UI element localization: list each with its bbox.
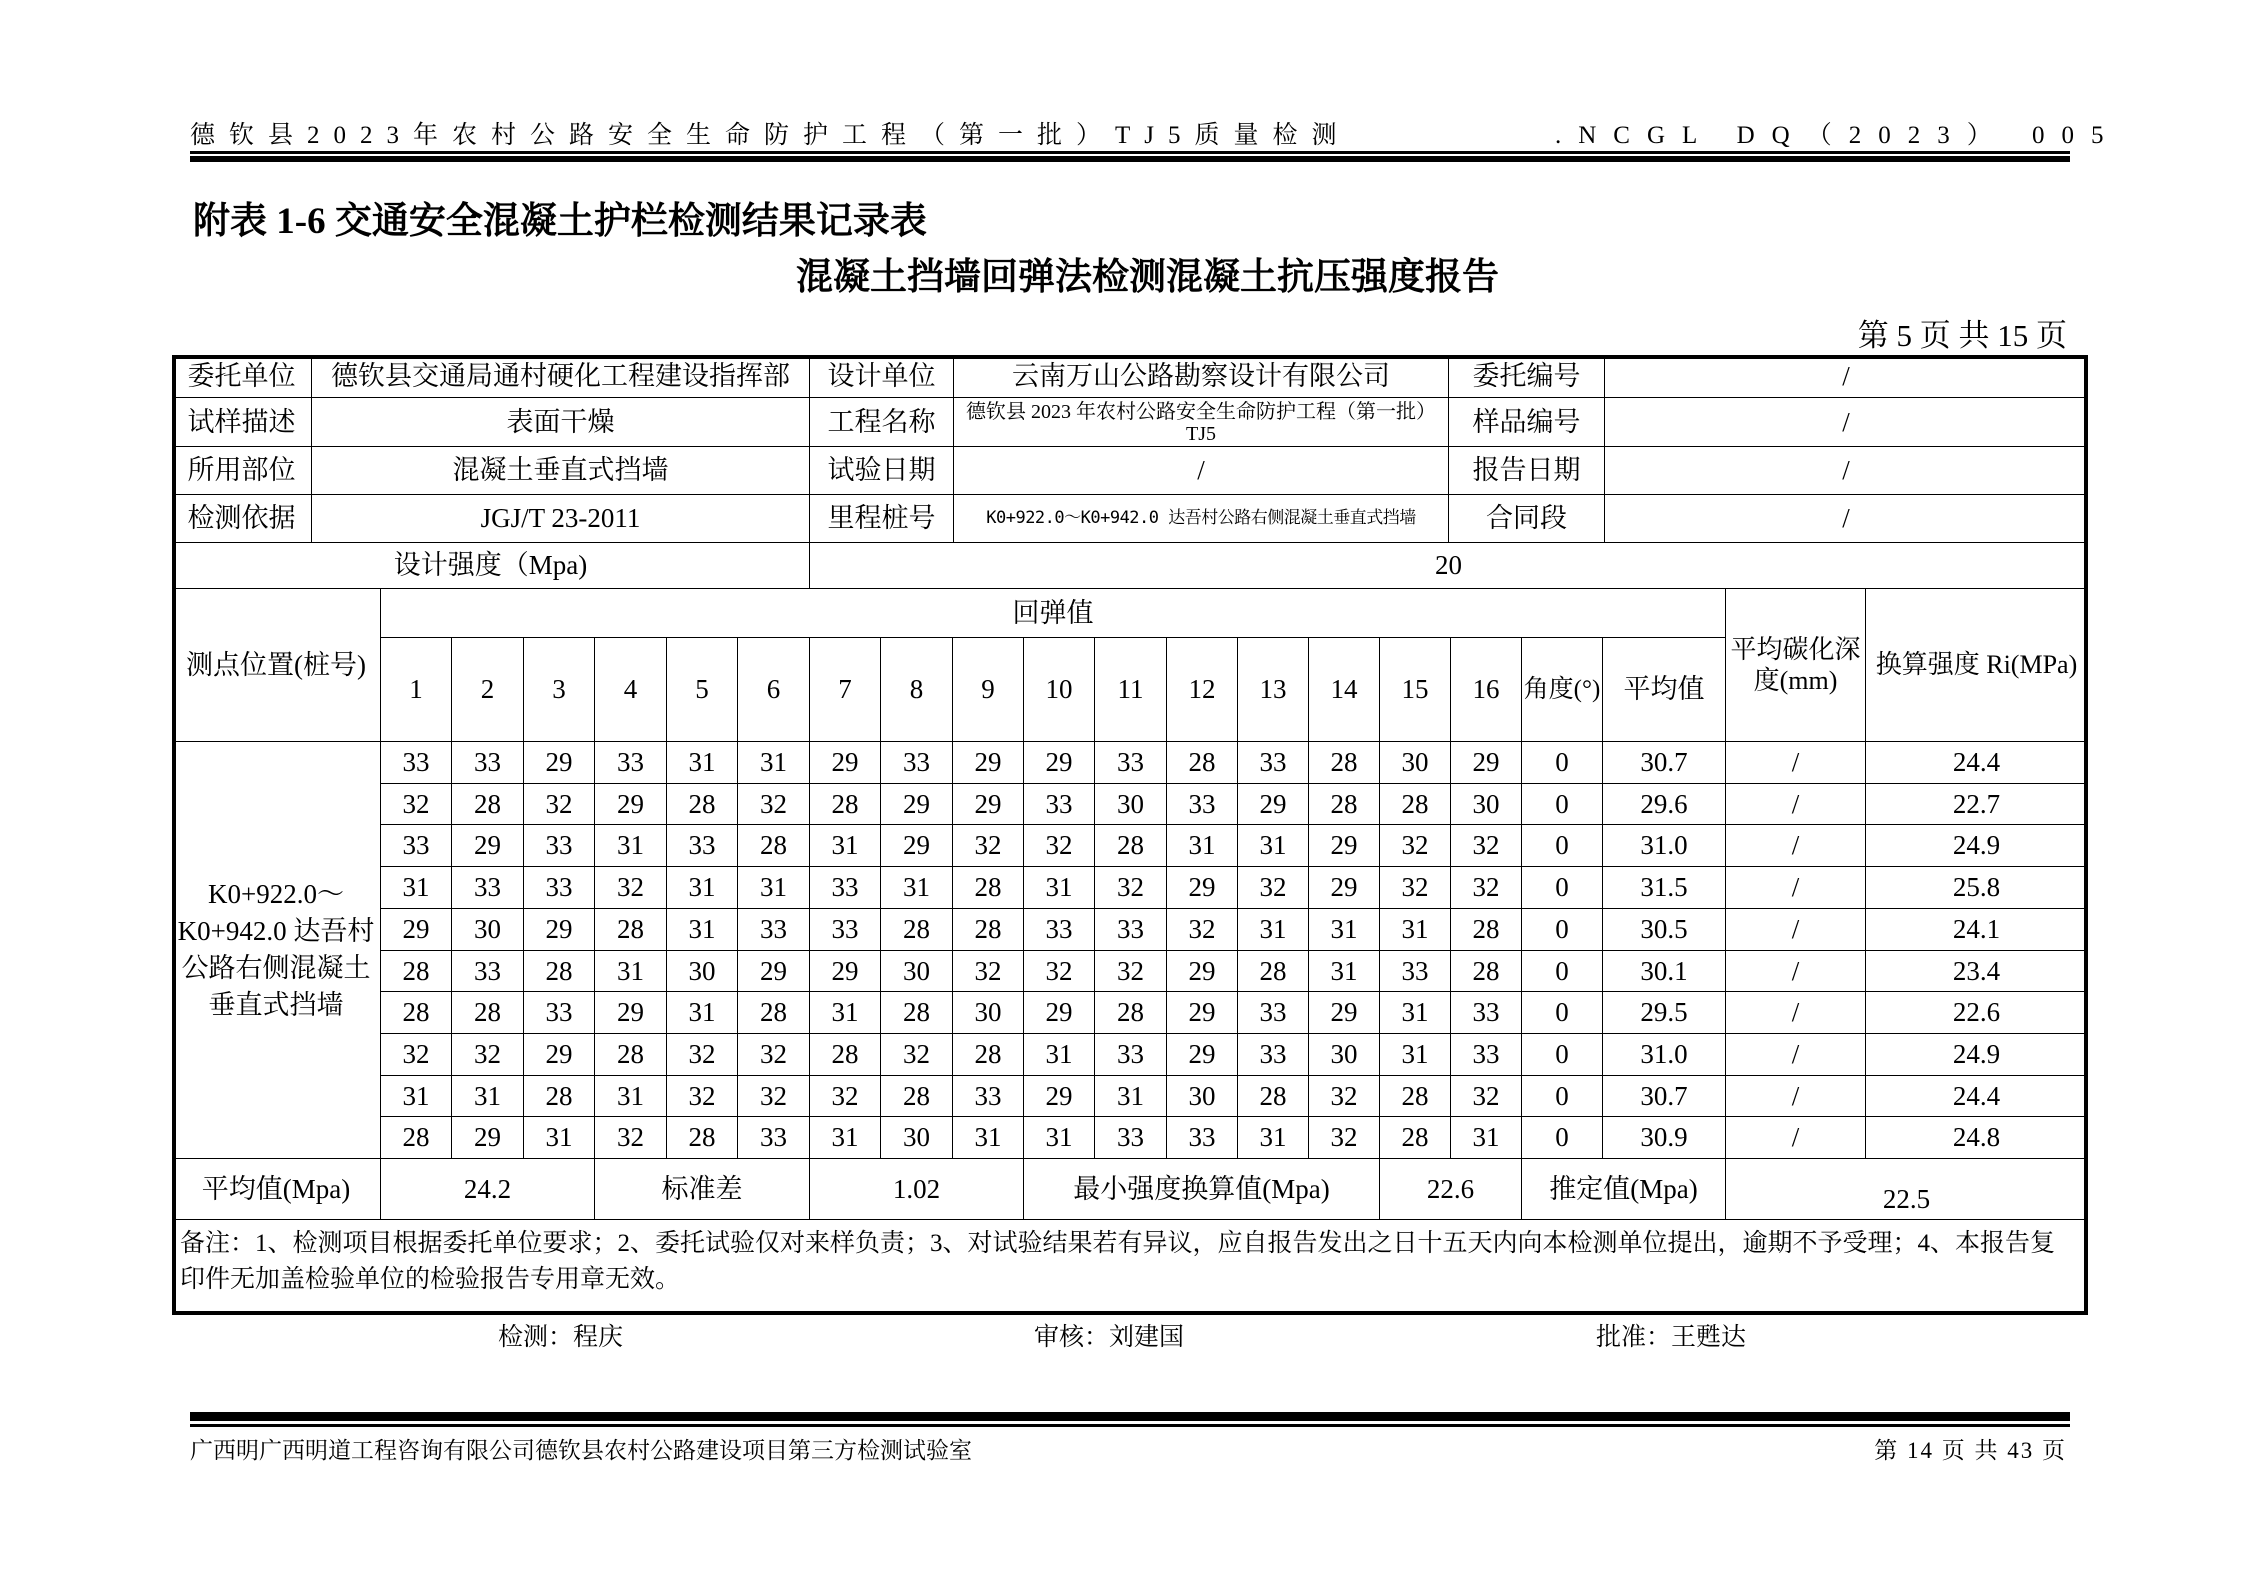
reading-cell: 32 (1451, 1076, 1522, 1117)
reading-cell: 29 (381, 909, 452, 951)
reading-cell: 28 (1238, 951, 1309, 992)
avg-cell: 30.9 (1603, 1117, 1726, 1159)
reading-header-7: 7 (810, 638, 881, 742)
reading-cell: 30 (1309, 1034, 1380, 1076)
strength-cell: 22.7 (1866, 784, 2088, 825)
reading-cell: 31 (595, 1076, 667, 1117)
strength-cell: 24.1 (1866, 909, 2088, 951)
reading-cell: 29 (452, 825, 524, 867)
avg-cell: 30.7 (1603, 742, 1726, 784)
reading-cell: 31 (953, 1117, 1024, 1159)
strength-cell: 24.8 (1866, 1117, 2088, 1159)
part-value: 混凝土垂直式挡墙 (312, 447, 810, 495)
angle-header: 角度(°) (1522, 638, 1603, 742)
reading-header-8: 8 (881, 638, 953, 742)
reading-cell: 28 (881, 992, 953, 1034)
reading-cell: 30 (1451, 784, 1522, 825)
reading-cell: 30 (1095, 784, 1167, 825)
reading-cell: 29 (524, 909, 595, 951)
design-strength-value: 20 (810, 543, 2088, 589)
reading-cell: 32 (738, 784, 810, 825)
sample-desc-value: 表面干燥 (312, 398, 810, 447)
reading-cell: 32 (1238, 867, 1309, 909)
reading-cell: 28 (667, 784, 738, 825)
footer-rule-thin (190, 1424, 2070, 1427)
reading-cell: 29 (595, 992, 667, 1034)
carbonation-header: 平均碳化深度(mm) (1726, 589, 1866, 742)
reading-cell: 28 (881, 909, 953, 951)
angle-cell: 0 (1522, 1117, 1603, 1159)
reading-cell: 33 (1451, 1034, 1522, 1076)
reading-header-16: 16 (1451, 638, 1522, 742)
reading-cell: 29 (595, 784, 667, 825)
avg-cell: 31.0 (1603, 825, 1726, 867)
reading-cell: 32 (953, 825, 1024, 867)
reading-cell: 30 (881, 1117, 953, 1159)
reading-cell: 28 (595, 909, 667, 951)
reading-cell: 28 (1309, 784, 1380, 825)
reading-cell: 30 (1380, 742, 1451, 784)
angle-cell: 0 (1522, 867, 1603, 909)
strength-cell: 24.4 (1866, 1076, 2088, 1117)
footer-page-number: 第 14 页 共 43 页 (1874, 1438, 2067, 1463)
design-strength-label: 设计强度（Mpa) (172, 543, 810, 589)
reading-cell: 33 (810, 867, 881, 909)
reading-cell: 29 (524, 742, 595, 784)
reading-cell: 28 (1380, 784, 1451, 825)
reading-cell: 32 (1451, 867, 1522, 909)
reading-cell: 33 (1095, 742, 1167, 784)
designer-value: 云南万山公路勘察设计有限公司 (954, 355, 1449, 398)
reading-header-4: 4 (595, 638, 667, 742)
carbonation-cell: / (1726, 1034, 1866, 1076)
reading-cell: 31 (1167, 825, 1238, 867)
angle-cell: 0 (1522, 909, 1603, 951)
footer-organization: 广西明广西明道工程咨询有限公司德钦县农村公路建设项目第三方检测试验室 (190, 1438, 972, 1463)
avg-cell: 31.0 (1603, 1034, 1726, 1076)
carbonation-cell: / (1726, 1117, 1866, 1159)
reading-cell: 29 (1167, 867, 1238, 909)
reading-cell: 32 (667, 1034, 738, 1076)
carbonation-cell: / (1726, 867, 1866, 909)
avg-cell: 30.7 (1603, 1076, 1726, 1117)
reading-cell: 32 (738, 1034, 810, 1076)
project-label: 工程名称 (810, 398, 954, 447)
estimate-value: 22.5 (1726, 1159, 2088, 1220)
angle-cell: 0 (1522, 784, 1603, 825)
page-header-right: .NCGL DQ（2023） 005 (1555, 122, 2121, 149)
angle-cell: 0 (1522, 951, 1603, 992)
reading-cell: 33 (1380, 951, 1451, 992)
reading-cell: 33 (953, 1076, 1024, 1117)
reading-cell: 31 (595, 951, 667, 992)
reading-cell: 28 (810, 1034, 881, 1076)
reading-cell: 29 (881, 825, 953, 867)
basis-label: 检测依据 (172, 495, 312, 543)
carbonation-cell: / (1726, 825, 1866, 867)
reading-cell: 33 (738, 1117, 810, 1159)
reading-cell: 31 (810, 1117, 881, 1159)
reading-cell: 28 (1451, 909, 1522, 951)
rebound-header: 回弹值 (381, 589, 1726, 638)
reading-cell: 33 (1167, 784, 1238, 825)
reading-cell: 28 (953, 1034, 1024, 1076)
reading-cell: 30 (1167, 1076, 1238, 1117)
avg-cell: 30.5 (1603, 909, 1726, 951)
avg-cell: 31.5 (1603, 867, 1726, 909)
strength-cell: 24.4 (1866, 742, 2088, 784)
sample-no-value: / (1605, 398, 2088, 447)
reading-cell: 31 (1380, 1034, 1451, 1076)
reading-cell: 33 (381, 825, 452, 867)
reading-cell: 31 (1238, 909, 1309, 951)
reading-cell: 28 (381, 951, 452, 992)
carbonation-cell: / (1726, 742, 1866, 784)
reading-cell: 33 (452, 742, 524, 784)
reading-cell: 28 (381, 1117, 452, 1159)
avg-cell: 29.6 (1603, 784, 1726, 825)
reading-cell: 31 (1380, 992, 1451, 1034)
angle-cell: 0 (1522, 825, 1603, 867)
reading-cell: 28 (810, 784, 881, 825)
avg-cell: 30.1 (1603, 951, 1726, 992)
reading-cell: 33 (1238, 1034, 1309, 1076)
avg-cell: 29.5 (1603, 992, 1726, 1034)
reading-cell: 31 (1024, 867, 1095, 909)
project-value: 德钦县 2023 年农村公路安全生命防护工程（第一批）TJ5 (954, 398, 1449, 447)
reading-cell: 33 (452, 867, 524, 909)
contract-value: / (1605, 495, 2088, 543)
notes: 备注：1、检测项目根据委托单位要求；2、委托试验仅对来样负责；3、对试验结果若有异议，应自报告发出之日十五天内向本检测单位提出，逾期不予受理；4、本报告复印件无加盖检验单位的检验报告专用章无效。 (180, 1230, 2056, 1293)
reading-cell: 32 (595, 867, 667, 909)
reading-cell: 31 (1238, 825, 1309, 867)
reading-cell: 31 (452, 1076, 524, 1117)
reading-cell: 33 (524, 992, 595, 1034)
reading-cell: 31 (1238, 1117, 1309, 1159)
reading-cell: 29 (452, 1117, 524, 1159)
client-label: 委托单位 (172, 355, 312, 398)
reading-cell: 31 (738, 867, 810, 909)
report-page-indicator: 第 5 页 共 15 页 (1857, 318, 2067, 353)
reading-cell: 31 (738, 742, 810, 784)
reading-cell: 30 (881, 951, 953, 992)
test-date-value: / (954, 447, 1449, 495)
reading-cell: 32 (667, 1076, 738, 1117)
avg-header: 平均值 (1603, 638, 1726, 742)
reading-header-10: 10 (1024, 638, 1095, 742)
tester-signature: 检测：程庆 (498, 1324, 624, 1351)
reading-cell: 29 (953, 742, 1024, 784)
reading-header-6: 6 (738, 638, 810, 742)
reading-cell: 31 (667, 909, 738, 951)
strength-cell: 25.8 (1866, 867, 2088, 909)
reading-cell: 28 (667, 1117, 738, 1159)
reading-cell: 33 (595, 742, 667, 784)
carbonation-cell: / (1726, 1076, 1866, 1117)
reading-cell: 32 (595, 1117, 667, 1159)
reading-cell: 28 (1095, 992, 1167, 1034)
reading-cell: 32 (1024, 825, 1095, 867)
commission-no-label: 委托编号 (1449, 355, 1605, 398)
location-header: 测点位置(桩号) (172, 589, 381, 742)
reading-cell: 29 (810, 951, 881, 992)
reading-cell: 30 (667, 951, 738, 992)
reading-cell: 33 (1095, 1117, 1167, 1159)
reading-cell: 32 (738, 1076, 810, 1117)
reading-cell: 33 (1451, 992, 1522, 1034)
reading-cell: 31 (810, 992, 881, 1034)
location-value: K0+922.0～K0+942.0 达吾村公路右侧混凝土垂直式挡墙 (172, 742, 381, 1159)
reading-cell: 31 (381, 867, 452, 909)
reading-header-13: 13 (1238, 638, 1309, 742)
sample-desc-label: 试样描述 (172, 398, 312, 447)
reading-cell: 31 (1309, 951, 1380, 992)
reading-cell: 29 (1024, 742, 1095, 784)
reading-cell: 32 (1451, 825, 1522, 867)
approver-signature: 批准：王甦达 (1596, 1324, 1747, 1351)
report-date-label: 报告日期 (1449, 447, 1605, 495)
reading-cell: 28 (1380, 1076, 1451, 1117)
reading-cell: 30 (953, 992, 1024, 1034)
reading-cell: 29 (810, 742, 881, 784)
reading-cell: 31 (1451, 1117, 1522, 1159)
designer-label: 设计单位 (810, 355, 954, 398)
std-value: 1.02 (810, 1159, 1024, 1220)
header-rule-thin (190, 151, 2070, 154)
reading-cell: 28 (1238, 1076, 1309, 1117)
reading-cell: 29 (738, 951, 810, 992)
reading-cell: 32 (381, 784, 452, 825)
reading-cell: 32 (381, 1034, 452, 1076)
reading-cell: 32 (1024, 951, 1095, 992)
reading-cell: 29 (1024, 1076, 1095, 1117)
strength-cell: 23.4 (1866, 951, 2088, 992)
mean-value: 24.2 (381, 1159, 595, 1220)
reading-cell: 32 (1309, 1117, 1380, 1159)
std-label: 标准差 (595, 1159, 810, 1220)
strength-cell: 24.9 (1866, 1034, 2088, 1076)
angle-cell: 0 (1522, 1034, 1603, 1076)
reading-cell: 28 (1095, 825, 1167, 867)
report-title: 混凝土挡墙回弹法检测混凝土抗压强度报告 (796, 257, 1499, 298)
part-label: 所用部位 (172, 447, 312, 495)
angle-cell: 0 (1522, 992, 1603, 1034)
reading-header-3: 3 (524, 638, 595, 742)
reading-header-11: 11 (1095, 638, 1167, 742)
estimate-label: 推定值(Mpa) (1522, 1159, 1726, 1220)
contract-label: 合同段 (1449, 495, 1605, 543)
reading-cell: 33 (1238, 992, 1309, 1034)
reading-cell: 33 (667, 825, 738, 867)
reading-cell: 28 (524, 1076, 595, 1117)
reading-cell: 31 (881, 867, 953, 909)
angle-cell: 0 (1522, 742, 1603, 784)
reading-cell: 32 (452, 1034, 524, 1076)
reading-cell: 32 (810, 1076, 881, 1117)
reading-cell: 31 (1095, 1076, 1167, 1117)
reading-cell: 31 (1024, 1117, 1095, 1159)
reading-cell: 31 (810, 825, 881, 867)
reading-cell: 33 (452, 951, 524, 992)
reading-cell: 32 (1380, 825, 1451, 867)
reading-cell: 33 (1024, 784, 1095, 825)
reading-cell: 32 (953, 951, 1024, 992)
reading-cell: 29 (953, 784, 1024, 825)
reading-cell: 31 (667, 867, 738, 909)
reading-cell: 31 (595, 825, 667, 867)
mean-label: 平均值(Mpa) (172, 1159, 381, 1220)
reading-cell: 33 (524, 867, 595, 909)
reading-cell: 32 (1095, 867, 1167, 909)
reading-cell: 31 (524, 1117, 595, 1159)
reading-cell: 28 (953, 909, 1024, 951)
station-label: 里程桩号 (810, 495, 954, 543)
reading-cell: 28 (452, 992, 524, 1034)
reading-cell: 29 (1309, 825, 1380, 867)
reading-cell: 32 (1095, 951, 1167, 992)
report-date-value: / (1605, 447, 2088, 495)
reading-cell: 29 (1238, 784, 1309, 825)
page-header-left: 德钦县2023年农村公路安全生命防护工程（第一批）TJ5质量检测 (190, 122, 1351, 149)
basis-value: JGJ/T 23-2011 (312, 495, 810, 543)
reading-cell: 31 (667, 742, 738, 784)
reading-cell: 29 (1309, 992, 1380, 1034)
reading-cell: 31 (381, 1076, 452, 1117)
reading-cell: 33 (1095, 1034, 1167, 1076)
reading-cell: 29 (1024, 992, 1095, 1034)
reading-header-1: 1 (381, 638, 452, 742)
carbonation-cell: / (1726, 992, 1866, 1034)
reading-cell: 28 (381, 992, 452, 1034)
reading-cell: 28 (1380, 1117, 1451, 1159)
reading-header-12: 12 (1167, 638, 1238, 742)
strength-cell: 24.9 (1866, 825, 2088, 867)
footer-rule-thick (190, 1412, 2070, 1421)
header-rule-thick (190, 156, 2070, 162)
reading-cell: 33 (381, 742, 452, 784)
reading-cell: 29 (1167, 992, 1238, 1034)
carbonation-cell: / (1726, 951, 1866, 992)
client-value: 德钦县交通局通村硬化工程建设指挥部 (312, 355, 810, 398)
reading-cell: 29 (1451, 742, 1522, 784)
min-label: 最小强度换算值(Mpa) (1024, 1159, 1380, 1220)
reading-header-14: 14 (1309, 638, 1380, 742)
reading-cell: 33 (1095, 909, 1167, 951)
reading-cell: 28 (1309, 742, 1380, 784)
station-value: K0+922.0～K0+942.0 达吾村公路右侧混凝土垂直式挡墙 (954, 495, 1449, 543)
reading-cell: 33 (810, 909, 881, 951)
reading-header-15: 15 (1380, 638, 1451, 742)
reading-cell: 31 (667, 992, 738, 1034)
reading-cell: 29 (881, 784, 953, 825)
carbonation-cell: / (1726, 784, 1866, 825)
reading-cell: 33 (524, 825, 595, 867)
reading-cell: 31 (1024, 1034, 1095, 1076)
strength-cell: 22.6 (1866, 992, 2088, 1034)
reading-cell: 28 (452, 784, 524, 825)
reading-cell: 29 (1309, 867, 1380, 909)
reading-cell: 29 (1167, 951, 1238, 992)
reading-cell: 30 (452, 909, 524, 951)
reading-header-2: 2 (452, 638, 524, 742)
strength-header: 换算强度 Ri(MPa) (1866, 589, 2088, 742)
reading-cell: 32 (881, 1034, 953, 1076)
carbonation-cell: / (1726, 909, 1866, 951)
reading-header-9: 9 (953, 638, 1024, 742)
reading-cell: 28 (1451, 951, 1522, 992)
commission-no-value: / (1605, 355, 2088, 398)
appendix-title: 附表 1-6 交通安全混凝土护栏检测结果记录表 (193, 201, 927, 242)
reading-cell: 33 (1238, 742, 1309, 784)
reading-cell: 32 (524, 784, 595, 825)
reading-cell: 32 (1380, 867, 1451, 909)
reading-cell: 28 (881, 1076, 953, 1117)
reading-cell: 33 (1167, 1117, 1238, 1159)
reading-cell: 33 (881, 742, 953, 784)
reading-cell: 28 (595, 1034, 667, 1076)
reading-cell: 29 (1167, 1034, 1238, 1076)
sample-no-label: 样品编号 (1449, 398, 1605, 447)
reading-cell: 31 (1380, 909, 1451, 951)
reading-cell: 28 (738, 825, 810, 867)
reading-cell: 28 (1167, 742, 1238, 784)
angle-cell: 0 (1522, 1076, 1603, 1117)
reading-cell: 28 (738, 992, 810, 1034)
test-date-label: 试验日期 (810, 447, 954, 495)
reading-header-5: 5 (667, 638, 738, 742)
reading-cell: 31 (1309, 909, 1380, 951)
reading-cell: 28 (953, 867, 1024, 909)
reviewer-signature: 审核：刘建国 (1034, 1324, 1185, 1351)
reading-cell: 33 (738, 909, 810, 951)
min-value: 22.6 (1380, 1159, 1522, 1220)
reading-cell: 32 (1309, 1076, 1380, 1117)
reading-cell: 29 (524, 1034, 595, 1076)
reading-cell: 32 (1167, 909, 1238, 951)
reading-cell: 28 (524, 951, 595, 992)
reading-cell: 33 (1024, 909, 1095, 951)
